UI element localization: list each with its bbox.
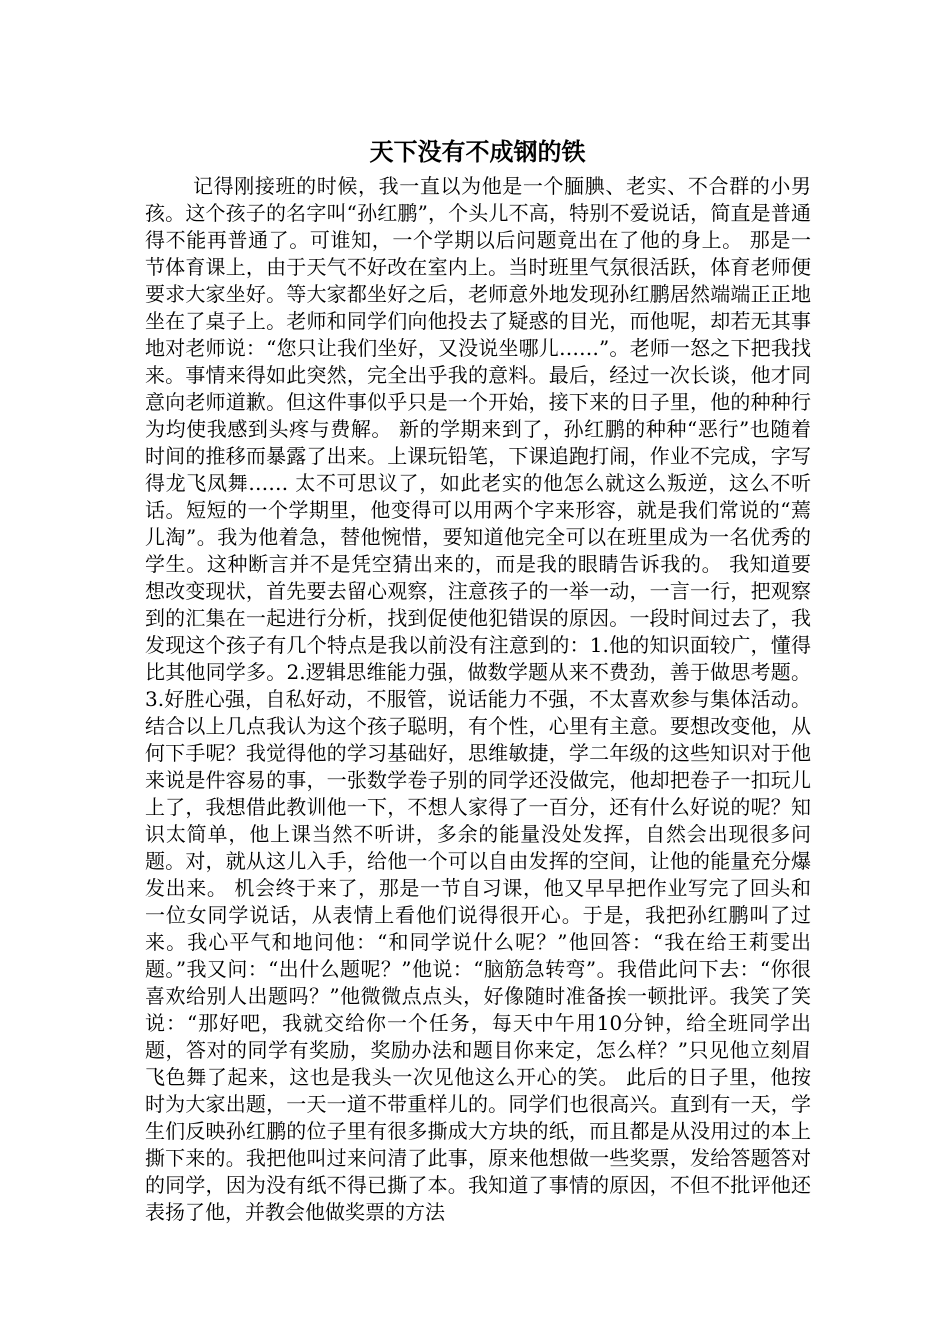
document-title: 天下没有不成钢的铁 bbox=[369, 137, 586, 166]
document-body-paragraph: 记得刚接班的时候，我一直以为他是一个腼腆、老实、不合群的小男孩。这个孩子的名字叫“孙红鹏”，个头儿不高，特别不爱说话，简直是普通得不能再普通了。可谁知，一个学期以后问题竟出在了他的身上。 那是一节体育课上，由于天气不好改在室内上。当时班里气氛很活跃，体育老师便要求大家坐好。等大家都坐好之后，老师意外地发现孙红鹏居然端端正正地坐在了桌子上。老师和同学们向他投去了疑惑的目光，而他呢，却若无其事地对老师说：“您只让我们坐好，又没说坐哪儿……”。老师一怒之下把我找来。事情来得如此突然，完全出乎我的意料。最后，经过一次长谈，他才同意向老师道歉。但这件事似乎只是一个开始，接下来的日子里，他的种种行为均使我感到头疼与费解。 新的学期来到了，孙红鹏的种种“恶行”也随着时间的推移而暴露了出来。上课玩铅笔，下课追跑打闹，作业不完成，字写得龙飞凤舞…… 太不可思议了，如此老实的他怎么就这么叛逆，这么不听话。短短的一个学期里，他变得可以用两个字来形容，就是我们常说的“蔫儿淘”。我为他着急，替他惋惜，要知道他完全可以在班里成为一名优秀的学生。这种断言并不是凭空猜出来的，而是我的眼睛告诉我的。 我知道要想改变现状，首先要去留心观察，注意孩子的一举一动，一言一行，把观察到的汇集在一起进行分析，找到促使他犯错误的原因。一段时间过去了，我发现这个孩子有几个特点是我以前没有注意到的：1.他的知识面较广，懂得比其他同学多。2.逻辑思维能力强，做数学题从来不费劲，善于做思考题。3.好胜心强，自私好动，不服管，说话能力不强，不太喜欢参与集体活动。结合以上几点我认为这个孩子聪明，有个性，心里有主意。要想改变他，从何下手呢？我觉得他的学习基础好，思维敏捷，学二年级的这些知识对于他来说是件容易的事，一张数学卷子别的同学还没做完，他却把卷子一扣玩儿上了，我想借此教训他一下，不想人家得了一百分，还有什么好说的呢？知识太简单，他上课当然不听讲，多余的能量没处发挥，自然会出现很多问题。对，就从这儿入手，给他一个可以自由发挥的空间，让他的能量充分爆发出来。 机会终于来了，那是一节自习课，他又早早把作业写完了回头和一位女同学说话，从表情上看他们说得很开心。于是，我把孙红鹏叫了过来。我心平气和地问他：“和同学说什么呢？”他回答：“我在给王莉雯出题。”我又问：“出什么题呢？”他说：“脑筋急转弯”。我借此问下去：“你很喜欢给别人出题吗？”他微微点点头，好像随时准备挨一顿批评。我笑了笑说：“那好吧，我就交给你一个任务，每天中午用10分钟，给全班同学出题，答对的同学有奖励，奖励办法和题目你来定，怎么样？”只见他立刻眉飞色舞了起来，这也是我头一次见他这么开心的笑。 此后的日子里，他按时为大家出题，一天一道不带重样儿的。同学们也很高兴。直到有一天，学生们反映孙红鹏的位子里有很多撕成大方块的纸，而且都是从没用过的本上撕下来的。我把他叫过来问清了此事，原来他想做一些奖票，发给答题答对的同学，因为没有纸不得已撕了本。我知道了事情的原因，不但不批评他还表扬了他，并教会他做奖票的方法 bbox=[145, 174, 811, 1224]
